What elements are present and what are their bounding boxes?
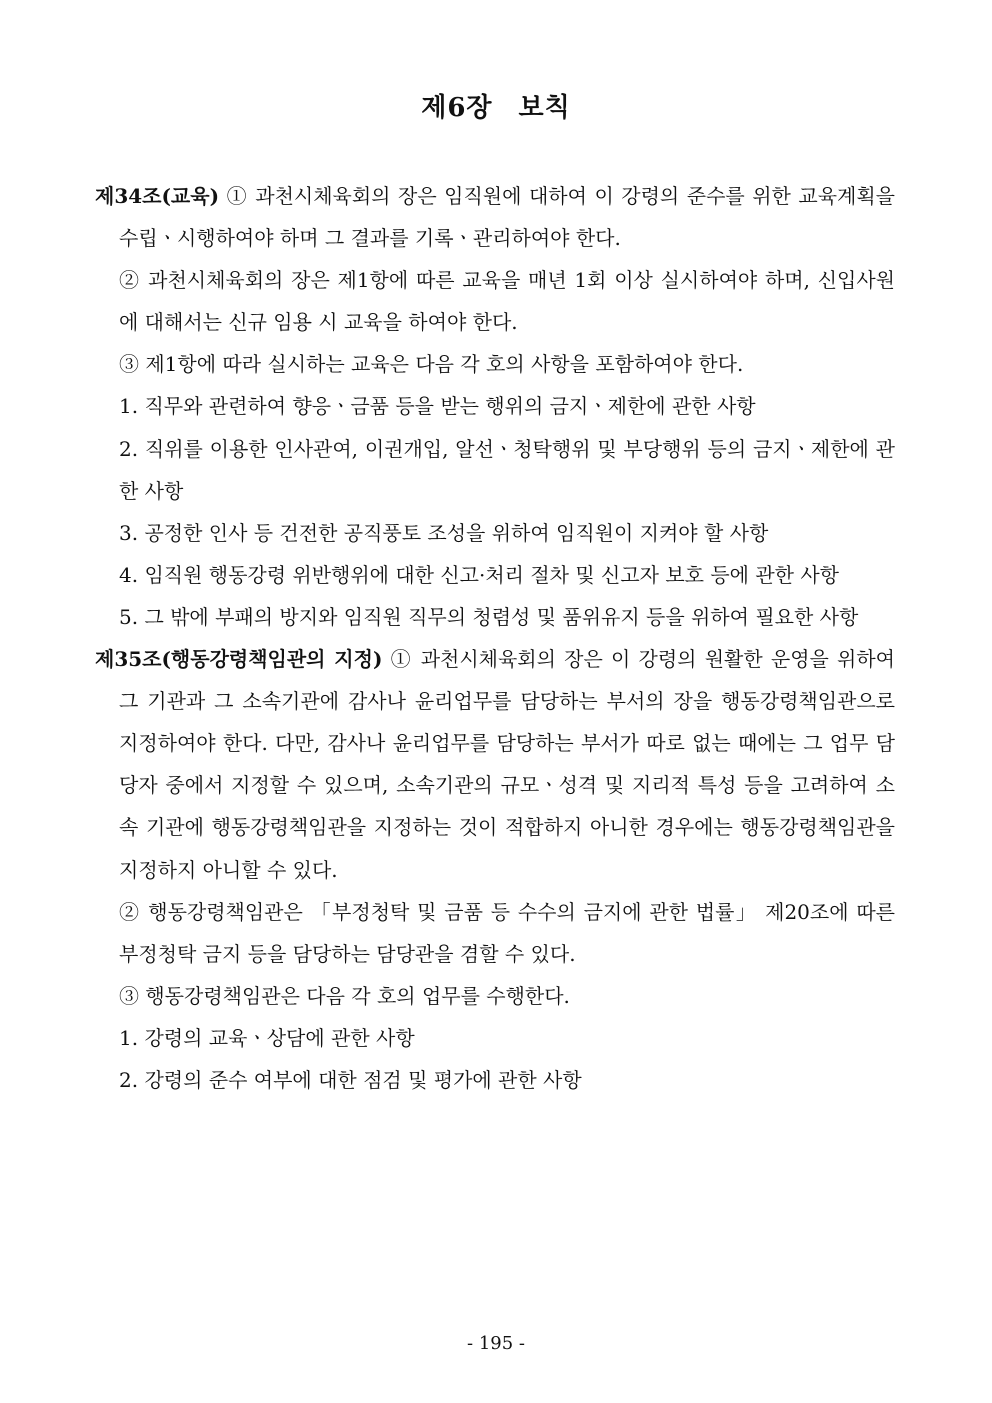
article-heading: 제34조(교육) [95, 184, 220, 208]
article-paragraph: ③ 행동강령책임관은 다음 각 호의 업무를 수행한다. [119, 983, 570, 1008]
list-item: 2. 직위를 이용한 인사관여, 이권개입, 알선ㆍ청탁행위 및 부당행위 등의 금지ㆍ제한에 관한 사항 [119, 436, 895, 503]
article-paragraph: ② 행동강령책임관은 「부정청탁 및 금품 등 수수의 금지에 관한 법률」 제20조에 따른 부정청탁 금지 등을 담당하는 담당관을 겸할 수 있다. [119, 899, 895, 966]
list-item: 1. 직무와 관련하여 향응ㆍ금품 등을 받는 행위의 금지ㆍ제한에 관한 사항 [119, 394, 756, 419]
list-item: 2. 강령의 준수 여부에 대한 점검 및 평가에 관한 사항 [119, 1067, 582, 1092]
chapter-title [0, 88, 992, 128]
chapter-name: 보칙 [518, 93, 571, 123]
list-item: 3. 공정한 인사 등 건전한 공직풍토 조성을 위하여 임직원이 지켜야 할 사항 [119, 520, 769, 545]
article-35 [95, 638, 895, 891]
article-paragraph: ③ 제1항에 따라 실시하는 교육은 다음 각 호의 사항을 포함하여야 한다. [119, 352, 744, 377]
chapter-number: 제6장 [421, 93, 493, 123]
article-34 [95, 175, 895, 259]
article-paragraph: ① 과천시체육회의 장은 이 강령의 원활한 운영을 위하여 그 기관과 그 소속기관에 감사나 윤리업무를 담당하는 부서의 장을 행동강령책임관으로 지정하여야 한다. 다만, 감사나 윤리업무를 담당하는 부서가 따로 없는 때에는 그 업무 담당자 중에서 지정할 수 있으며, 소속기관의 규모ㆍ성격 및 지리적 특성 등을 고려하여 소속 기관에 행동강령책임관을 지정하는 것이 적합하지 아니한 경우에는 행동강령책임관을 지정하지 아니할 수 있다. [119, 647, 896, 882]
article-heading: 제35조(행동강령책임관의 지정) [95, 647, 383, 672]
page-number: - 195 - [467, 1333, 525, 1354]
article-paragraph: ② 과천시체육회의 장은 제1항에 따른 교육을 매년 1회 이상 실시하여야 하며, 신입사원에 대해서는 신규 임용 시 교육을 하여야 한다. [119, 268, 895, 335]
article-paragraph: ① 과천시체육회의 장은 임직원에 대하여 이 강령의 준수를 위한 교육계획을 수립ㆍ시행하여야 하며 그 결과를 기록ㆍ관리하여야 한다. [119, 184, 895, 251]
list-item: 4. 임직원 행동강령 위반행위에 대한 신고·처리 절차 및 신고자 보호 등에 관한 사항 [119, 562, 839, 587]
list-item: 5. 그 밖에 부패의 방지와 임직원 직무의 청렴성 및 품위유지 등을 위하여 필요한 사항 [119, 604, 859, 629]
list-item: 1. 강령의 교육ㆍ상담에 관한 사항 [119, 1025, 415, 1050]
document-body [95, 175, 895, 1101]
